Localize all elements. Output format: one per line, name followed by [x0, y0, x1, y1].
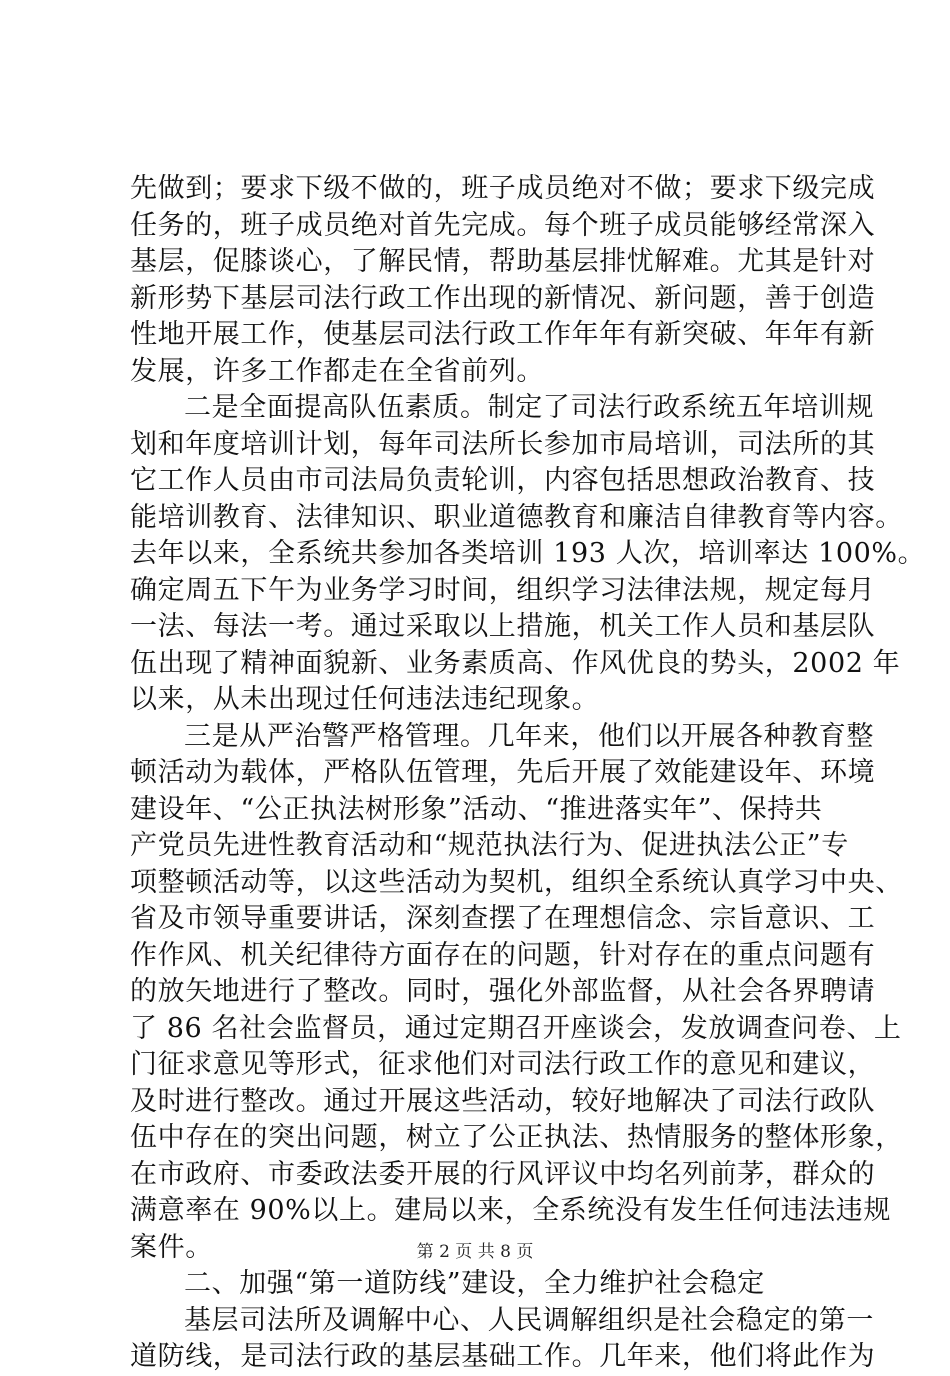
section-heading: 二、加强“第一道防线”建设，全力维护社会稳定	[184, 1268, 765, 1299]
text-line: 能培训教育、法律知识、职业道德教育和廉洁自律教育等内容。	[130, 501, 903, 533]
text-line: 先做到；要求下级不做的，班子成员绝对不做；要求下级完成	[130, 173, 876, 204]
paragraph-start-line: 基层司法所及调解中心、人民调解组织是社会稳定的第一	[184, 1304, 874, 1336]
text-line: 顿活动为载体，严格队伍管理，先后开展了效能建设年、环境	[130, 757, 876, 788]
text-line: 划和年度培训计划，每年司法所长参加市局培训，司法所的其	[130, 428, 876, 460]
text-line: 伍中存在的突出问题，树立了公正执法、热情服务的整体形象，	[130, 1122, 903, 1153]
text-line: 它工作人员由市司法局负责轮训，内容包括思想政治教育、技	[130, 465, 876, 496]
paragraph-start-line: 二是全面提高队伍素质。制定了司法行政系统五年培训规	[184, 392, 874, 423]
text-line: 任务的，班子成员绝对首先完成。每个班子成员能够经常深入	[130, 209, 876, 241]
text-line: 新形势下基层司法行政工作出现的新情况、新问题，善于创造	[130, 282, 876, 314]
text-line: 的放矢地进行了整改。同时，强化外部监督，从社会各界聘请	[130, 976, 876, 1007]
text-line: 发展，许多工作都走在全省前列。	[130, 355, 544, 387]
text-line: 门征求意见等形式，征求他们对司法行政工作的意见和建议，	[130, 1049, 876, 1080]
page-indicator: 第 2 页 共 8 页	[416, 1242, 534, 1262]
text-line: 去年以来，全系统共参加各类培训 193 人次，培训率达 100%。	[130, 538, 926, 569]
text-line: 确定周五下午为业务学习时间，组织学习法律法规，规定每月	[130, 574, 876, 606]
text-line: 了 86 名社会监督员，通过定期召开座谈会，发放调查问卷、上	[130, 1012, 902, 1044]
text-line: 性地开展工作，使基层司法行政工作年年有新突破、年年有新	[130, 319, 876, 350]
text-line: 省及市领导重要讲话，深刻查摆了在理想信念、宗旨意识、工	[130, 903, 876, 934]
text-line: 以来，从未出现过任何违法违纪现象。	[130, 684, 600, 715]
text-line: 及时进行整改。通过开展这些活动，较好地解决了司法行政队	[130, 1085, 876, 1117]
text-line: 建设年、“公正执法树形象”活动、“推进落实年”、保持共	[130, 793, 823, 825]
text-line: 满意率在 90%以上。建局以来，全系统没有发生任何违法违规	[130, 1195, 891, 1226]
document-body	[130, 171, 926, 1376]
text-line: 基层，促膝谈心，了解民情，帮助基层排忧解难。尤其是针对	[130, 246, 876, 277]
text-line: 案件。	[130, 1231, 213, 1263]
text-line: 一法、每法一考。通过采取以上措施，机关工作人员和基层队	[130, 611, 876, 642]
text-line: 伍出现了精神面貌新、业务素质高、作风优良的势头，2002 年	[130, 647, 901, 679]
text-line: 在市政府、市委政法委开展的行风评议中均名列前茅，群众的	[130, 1158, 876, 1190]
page-footer	[0, 1237, 950, 1262]
text-line: 道防线，是司法行政的基层基础工作。几年来，他们将此作为	[130, 1341, 876, 1372]
text-line: 项整顿活动等，以这些活动为契机，组织全系统认真学习中央、	[130, 866, 903, 898]
paragraph-start-line: 三是从严治警严格管理。几年来，他们以开展各种教育整	[184, 720, 874, 752]
text-line: 产党员先进性教育活动和“规范执法行为、促进执法公正”专	[130, 830, 849, 861]
text-line: 作作风、机关纪律待方面存在的问题，针对存在的重点问题有	[130, 939, 876, 971]
